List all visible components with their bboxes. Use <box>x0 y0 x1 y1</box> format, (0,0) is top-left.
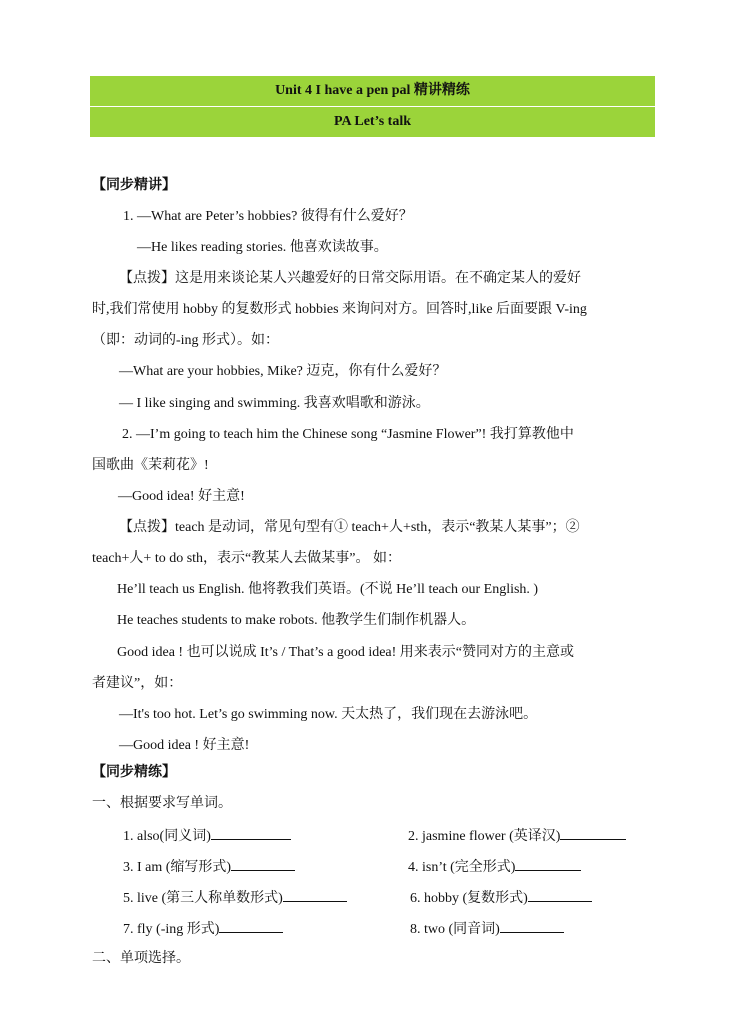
tip-line: 【点拨】teach 是动词，常见句型有① teach+人+sth，表示“教某人某事”；② <box>119 520 580 535</box>
part2-title: 二、单项选择。 <box>92 951 190 966</box>
answer-blank[interactable] <box>219 918 283 933</box>
exercise-item: 5. live (第三人称单数形式) <box>123 887 347 909</box>
example-line: —It's too hot. Let’s go swimming now. 天太热了，我们现在去游泳吧。 <box>119 707 538 722</box>
answer-blank[interactable] <box>211 825 291 840</box>
title-banner <box>90 76 655 137</box>
tip-line: （即：动词的-ing 形式）。如： <box>92 333 280 348</box>
dialogue-line: 1. —What are Peter’s hobbies? 彼得有什么爱好？ <box>123 209 413 224</box>
exercise-item: 4. isn’t (完全形式) <box>408 856 581 878</box>
tip-line: 【点拨】这是用来谈论某人兴趣爱好的日常交际用语。在不确定某人的爱好 <box>119 271 581 286</box>
dialogue-line: 2. —I’m going to teach him the Chinese song “Jasmine Flower”! 我打算教他中 <box>122 427 574 442</box>
answer-blank[interactable] <box>500 918 564 933</box>
answer-blank[interactable] <box>560 825 626 840</box>
example-line: —What are your hobbies, Mike? 迈克，你有什么爱好？ <box>119 364 447 379</box>
exercise-item: 6. hobby (复数形式) <box>410 887 592 909</box>
example-line: He’ll teach us English. 他将教我们英语。(不说 He’ll teach our English. ) <box>117 582 539 597</box>
section-heading-practice: 【同步精练】 <box>92 765 176 780</box>
example-line: He teaches students to make robots. 他教学生们制作机器人。 <box>117 613 476 628</box>
exercise-item: 1. also(同义词) <box>123 825 291 847</box>
note-line: 者建议”，如： <box>92 676 183 691</box>
dialogue-line: —He likes reading stories. 他喜欢读故事。 <box>137 240 388 255</box>
part1-title: 一、根据要求写单词。 <box>92 796 232 811</box>
exercise-item: 7. fly (-ing 形式) <box>123 918 283 940</box>
answer-blank[interactable] <box>283 887 347 902</box>
tip-line: teach+人+ to do sth，表示“教某人去做某事”。 如： <box>92 551 401 566</box>
exercise-item: 2. jasmine flower (英译汉) <box>408 825 626 847</box>
section-heading-lecture: 【同步精讲】 <box>92 178 176 193</box>
tip-line: 时,我们常使用 hobby 的复数形式 hobbies 来询问对方。回答时,like 后面要跟 V-ing <box>92 302 587 317</box>
example-line: —Good idea ! 好主意! <box>119 738 250 753</box>
answer-blank[interactable] <box>528 887 592 902</box>
page-subtitle: PA Let’s talk <box>90 106 655 137</box>
note-line: Good idea ! 也可以说成 It’s / That’s a good idea! 用来表示“赞同对方的主意或 <box>117 645 575 660</box>
example-line: — I like singing and swimming. 我喜欢唱歌和游泳。 <box>119 396 430 411</box>
dialogue-line: —Good idea! 好主意! <box>118 489 245 504</box>
exercise-item: 3. I am (缩写形式) <box>123 856 295 878</box>
answer-blank[interactable] <box>231 856 295 871</box>
page-title: Unit 4 I have a pen pal 精讲精练 <box>275 83 470 98</box>
exercise-item: 8. two (同音词) <box>410 918 564 940</box>
answer-blank[interactable] <box>515 856 581 871</box>
dialogue-line: 国歌曲《茉莉花》! <box>92 458 209 473</box>
